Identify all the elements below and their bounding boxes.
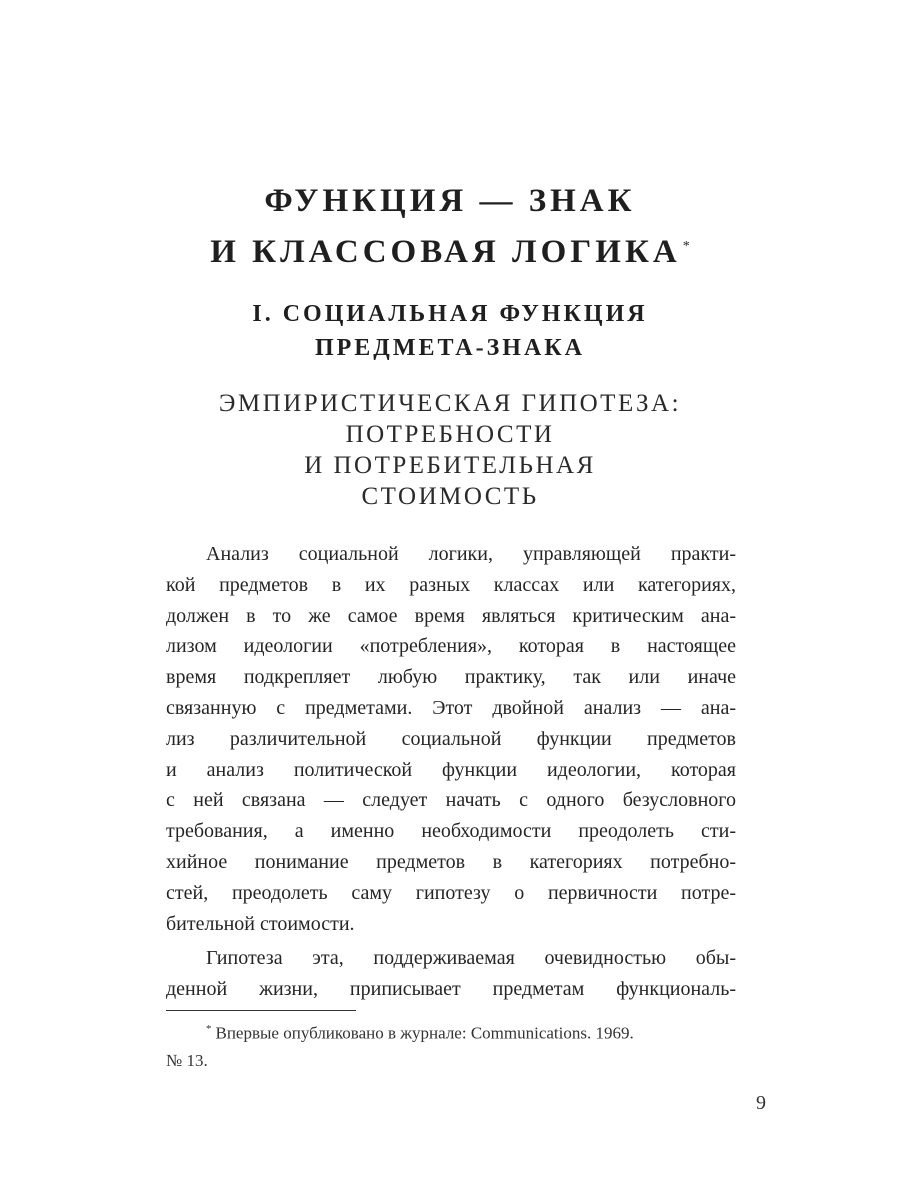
subsection-heading-line-4: СТОИМОСТЬ — [361, 483, 539, 510]
paragraph-line: денной жизни, приписывает предметам функциональ- — [166, 977, 736, 1000]
section-heading — [150, 297, 750, 365]
footnote-reference: * — [682, 239, 690, 254]
paragraph-line: время подкрепляет любую практику, так или иначе — [166, 666, 736, 689]
paragraph-line: с ней связана — следует начать с одного безусловного — [166, 789, 736, 812]
footnote-line-1: * Впервые опубликовано в журнале: Communications. 1969. — [206, 1023, 634, 1043]
body-paragraph-1 — [166, 539, 736, 939]
paragraph-line: лиз различительной социальной функции предметов — [166, 727, 736, 750]
subsection-heading — [150, 388, 750, 512]
body-paragraph-2 — [166, 943, 736, 1005]
chapter-title — [150, 178, 750, 275]
subsection-heading-line-2: ПОТРЕБНОСТИ — [345, 421, 555, 448]
paragraph-line: и анализ политической функции идеологии, которая — [166, 758, 736, 781]
paragraph-line: Гипотеза эта, поддерживаемая очевидностью обы- — [206, 947, 736, 969]
paragraph-line: бительной стоимости. — [166, 912, 355, 935]
footnote-marker: * — [206, 1023, 212, 1035]
chapter-title-line-1: ФУНКЦИЯ — ЗНАК — [264, 183, 636, 219]
footnote-line-2: № 13. — [166, 1050, 208, 1070]
subsection-heading-line-3: И ПОТРЕБИТЕЛЬНАЯ — [304, 452, 596, 479]
paragraph-line: лизом идеологии «потребления», которая в настоящее — [166, 635, 736, 658]
paragraph-line: кой предметов в их разных классах или категориях, — [166, 573, 736, 596]
section-heading-line-2: ПРЕДМЕТА-ЗНАКА — [314, 335, 586, 361]
paragraph-line: стей, преодолеть саму гипотезу о первичности потре- — [166, 881, 736, 904]
page-number: 9 — [756, 1092, 766, 1114]
subsection-heading-line-1: ЭМПИРИСТИЧЕСКАЯ ГИПОТЕЗА: — [218, 390, 682, 417]
paragraph-line: требования, а именно необходимости преодолеть сти- — [166, 820, 736, 843]
paragraph-line: хийное понимание предметов в категориях потребно- — [166, 850, 736, 873]
paragraph-line: связанную с предметами. Этот двойной анализ — ана- — [166, 696, 736, 719]
footnote — [166, 1016, 736, 1074]
chapter-title-line-2: И КЛАССОВАЯ ЛОГИКА * — [210, 234, 690, 270]
paragraph-line: Анализ социальной логики, управляющей практи- — [206, 543, 736, 565]
section-heading-line-1: I. СОЦИАЛЬНАЯ ФУНКЦИЯ — [252, 301, 648, 327]
paragraph-line: должен в то же самое время являться критическим ана- — [166, 604, 736, 627]
footnote-divider — [166, 1010, 356, 1011]
